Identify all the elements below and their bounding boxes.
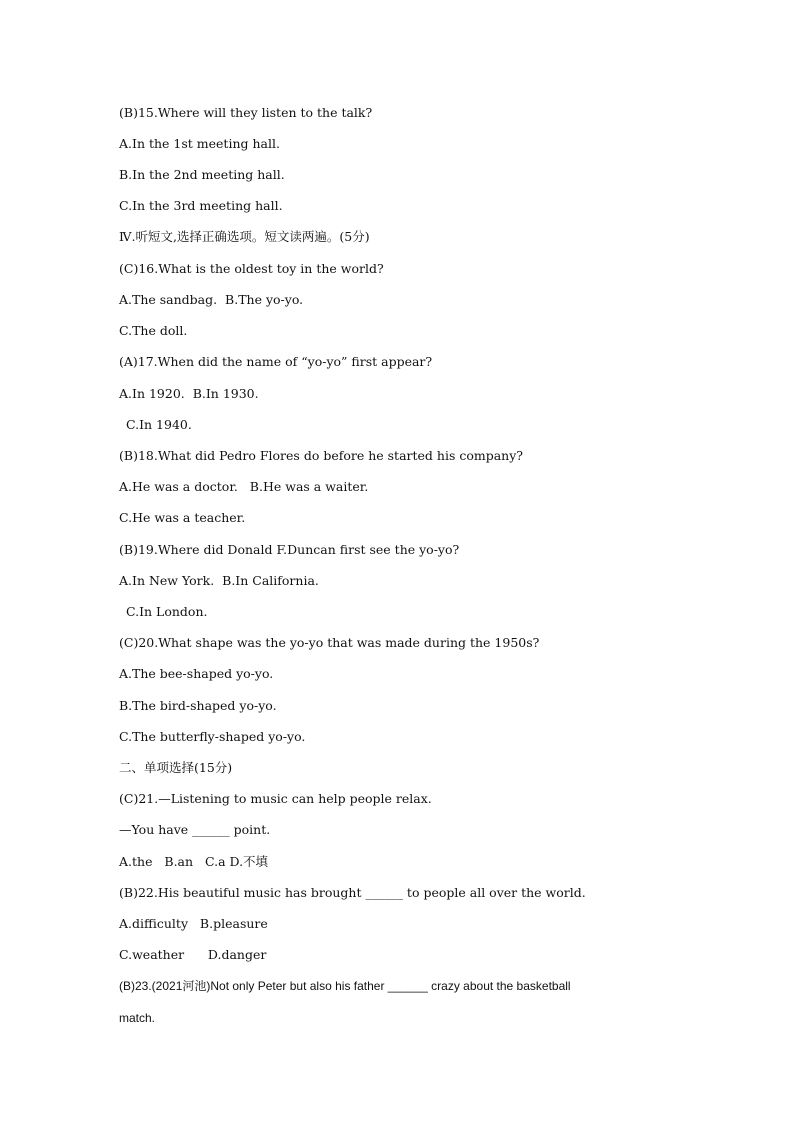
section-2-heading: 二、单项选择(15分) — [119, 760, 233, 775]
question-15: (B)15.Where will they listen to the talk? — [119, 105, 373, 120]
option-20a: A.The bee-shaped yo-yo. — [119, 666, 274, 681]
question-17: (A)17.When did the name of “yo-yo” first appear? — [119, 354, 433, 369]
question-16: (C)16.What is the oldest toy in the world? — [119, 261, 384, 276]
options-16ab: A.The sandbag. B.The yo-yo. — [119, 292, 304, 307]
question-23: (B)23.(2021河池)Not only Peter but also his father ______ crazy about the basketball — [119, 979, 571, 993]
question-21: (C)21.—Listening to music can help people relax. — [119, 791, 432, 806]
option-18c: C.He was a teacher. — [119, 510, 246, 525]
option-15b: B.In the 2nd meeting hall. — [119, 167, 285, 182]
options-19ab: A.In New York. B.In California. — [119, 573, 319, 588]
option-16c: C.The doll. — [119, 323, 188, 338]
question-18: (B)18.What did Pedro Flores do before he started his company? — [119, 448, 523, 463]
question-23-continued: match. — [119, 1011, 156, 1025]
option-19c: C.In London. — [126, 604, 208, 619]
option-15a: A.In the 1st meeting hall. — [119, 136, 280, 151]
option-20c: C.The butterfly-shaped yo-yo. — [119, 729, 306, 744]
options-22cd: C.weather D.danger — [119, 947, 267, 962]
question-22: (B)22.His beautiful music has brought ______ to people all over the world. — [119, 885, 586, 900]
option-17c: C.In 1940. — [126, 417, 192, 432]
option-20b: B.The bird-shaped yo-yo. — [119, 698, 277, 713]
option-15c: C.In the 3rd meeting hall. — [119, 198, 283, 213]
question-21-reply: —You have ______ point. — [119, 822, 271, 837]
options-22ab: A.difficulty B.pleasure — [119, 916, 268, 931]
question-19: (B)19.Where did Donald F.Duncan first see the yo-yo? — [119, 542, 460, 557]
section-iv-heading: Ⅳ.听短文,选择正确选项。短文读两遍。(5分) — [119, 229, 370, 244]
options-21: A.the B.an C.a D.不填 — [119, 854, 269, 869]
question-20: (C)20.What shape was the yo-yo that was made during the 1950s? — [119, 635, 540, 650]
options-18ab: A.He was a doctor. B.He was a waiter. — [119, 479, 369, 494]
options-17ab: A.In 1920. B.In 1930. — [119, 386, 259, 401]
